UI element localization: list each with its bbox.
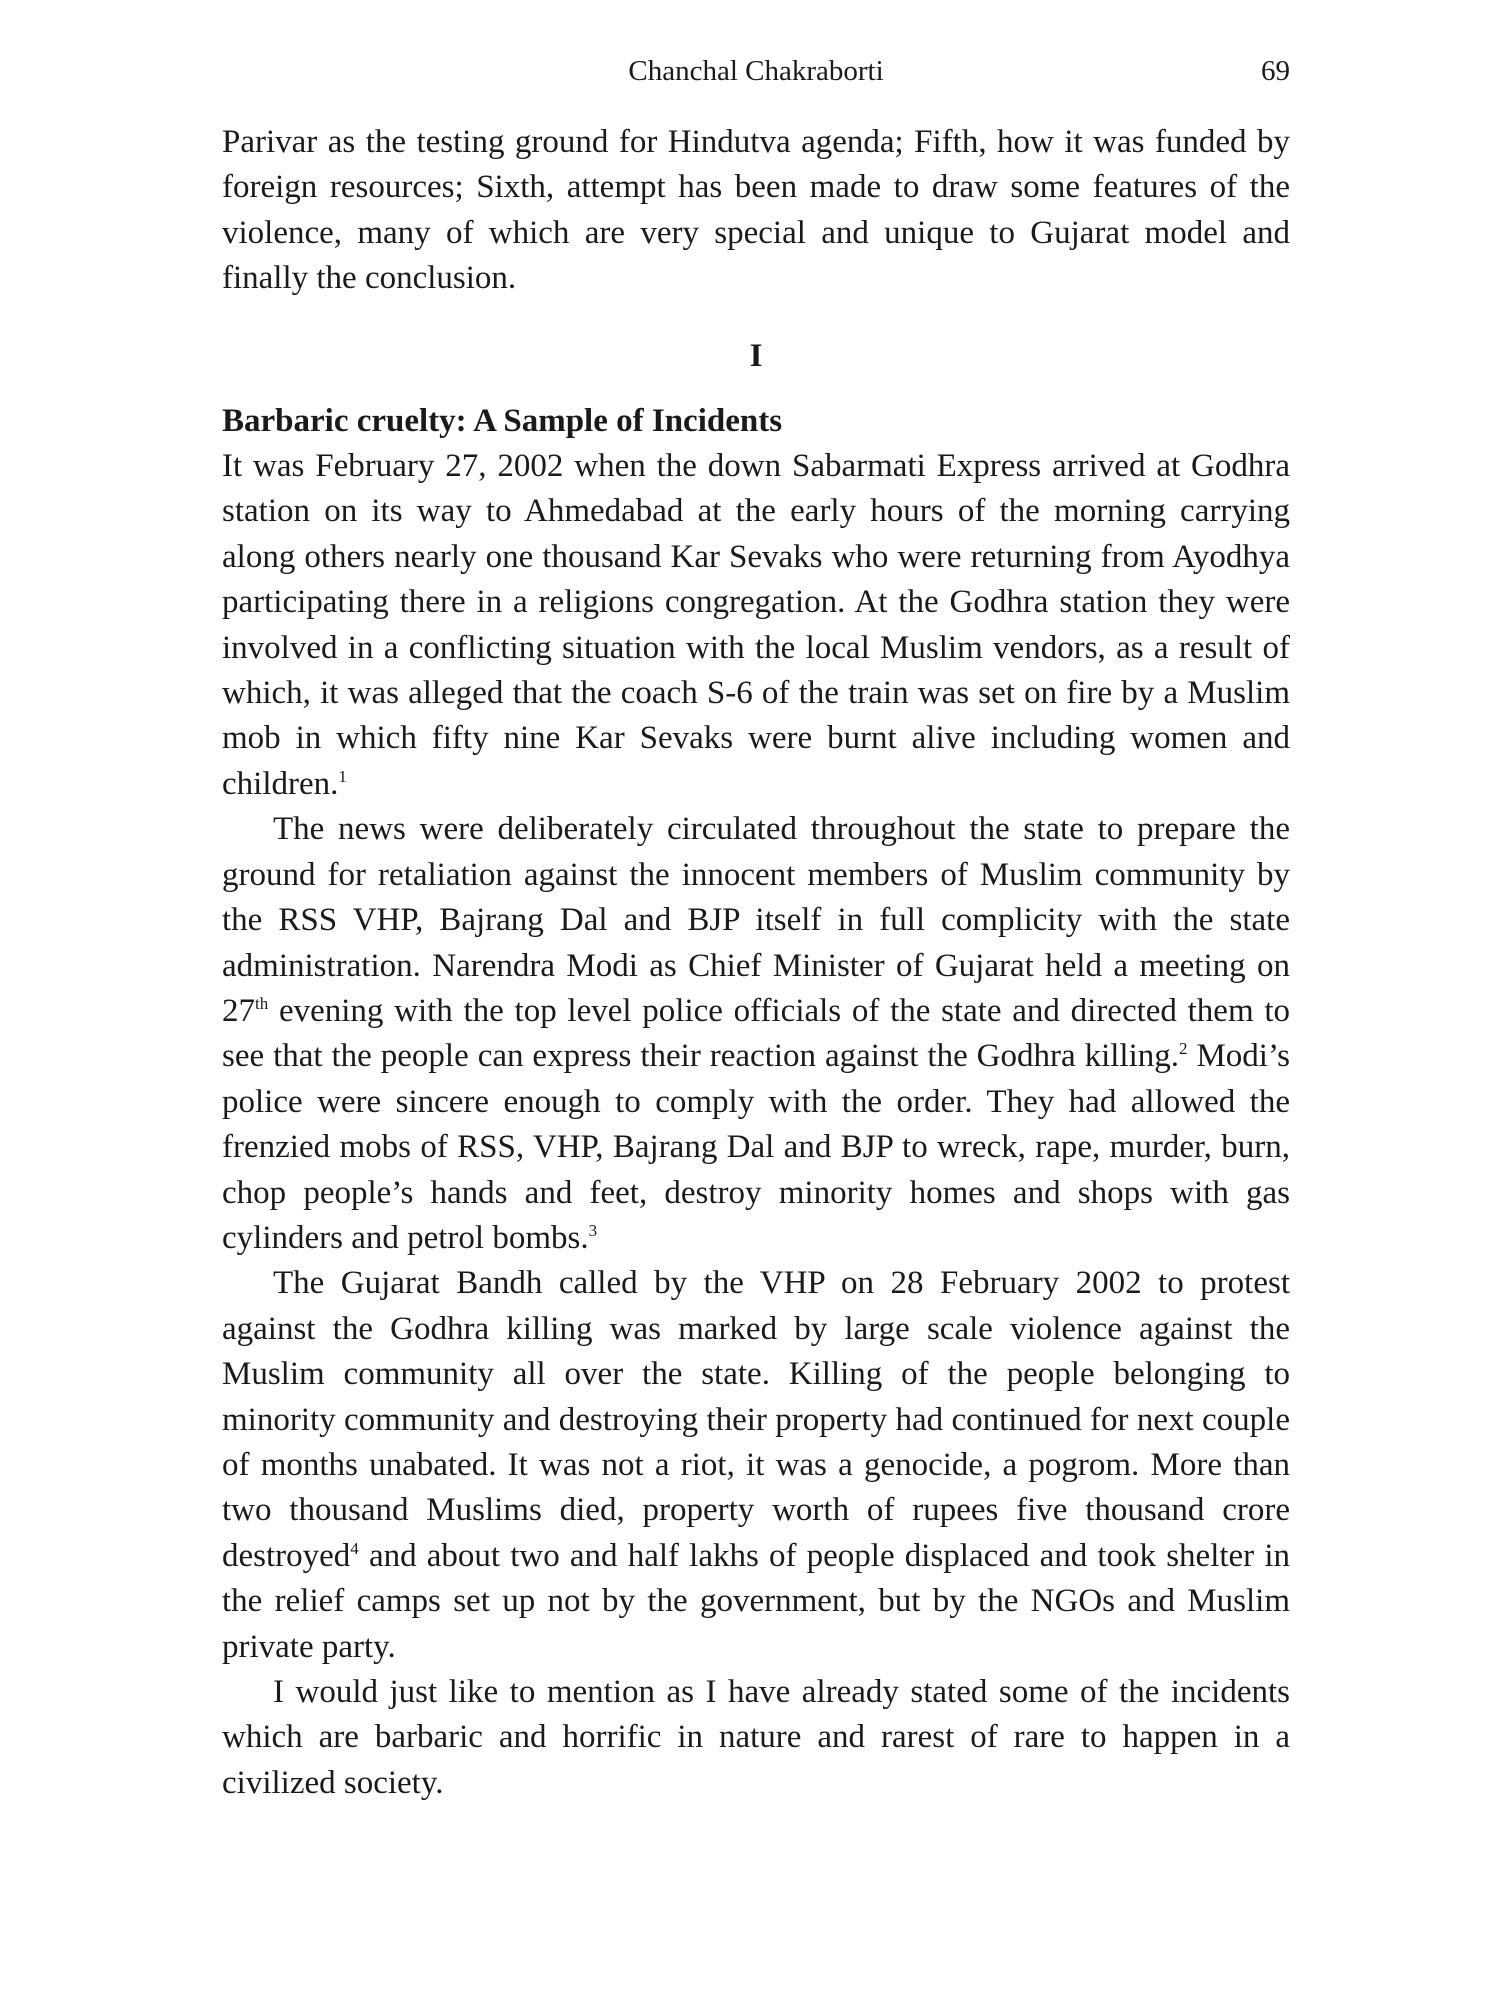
section-heading: Barbaric cruelty: A Sample of Incidents [222, 402, 783, 439]
paragraph-2 [222, 807, 1290, 1261]
paragraph-4 [222, 1670, 1290, 1806]
running-head-author: Chanchal Chakraborti [628, 55, 884, 87]
footnote-ref-3: 3 [588, 1220, 598, 1240]
paragraph-3-text-b: and about two and half lakhs of people displaced and took shelter in the relief camps set up not by the government, but by the NGOs and Muslim private party. [222, 1537, 1290, 1665]
paragraph-1-text: It was February 27, 2002 when the down Sabarmati Express arrived at Godhra station on its way to Ahmedabad at the early hours of the morning carrying along others nearly one thousand Kar Sevaks who were returning from Ayodhya participating there in a religions congregation. At the Godhra station they were involved in a conflicting situation with the local Muslim vendors, as a result of which, it was alleged that the coach S-6 of the train was set on fire by a Muslim mob in which fifty nine Kar Sevaks were burnt alive including women and children. [222, 448, 1290, 802]
page-number: 69 [1261, 55, 1290, 87]
running-header [222, 55, 1290, 95]
footnote-ref-1: 1 [338, 766, 347, 786]
body-text [222, 120, 1290, 1806]
paragraph-3-text-a: The Gujarat Bandh called by the VHP on 28 February 2002 to protest against the Godhra killing was marked by large scale violence against the Muslim community all over the state. Killing of the people belonging to minority community and destroying their property had continued for next couple of months unabated. It was not a riot, it was a genocide, a pogrom. More than two thousand Muslims died, property worth of rupees five thousand crore destroyed [222, 1265, 1290, 1574]
intro-paragraph [222, 120, 1290, 302]
paragraph-3 [222, 1261, 1290, 1670]
intro-text: Parivar as the testing ground for Hindutva agenda; Fifth, how it was funded by foreign resources; Sixth, attempt has been made to draw some features of the violence, many of which are very special and unique to Gujarat model and finally the conclusion. [222, 124, 1290, 297]
footnote-ref-4: 4 [350, 1538, 359, 1558]
paragraph-2-text-b: evening with the top level police officials of the state and directed them to see that the people can express their reaction against the Godhra killing. [222, 992, 1290, 1075]
paragraph-4-text: I would just like to mention as I have already stated some of the incidents which are barbaric and horrific in nature and rarest of rare to happen in a civilized society. [222, 1674, 1290, 1801]
ordinal-suffix: th [255, 993, 269, 1013]
paragraph-1 [222, 444, 1290, 807]
footnote-ref-2: 2 [1179, 1039, 1188, 1059]
paragraph-2-text-c: Modi’s police were sincere enough to comply with the order. They had allowed the frenzied mobs of RSS, VHP, Bajrang Dal and BJP to wreck, rape, murder, burn, chop people’s hands and feet, destroy minority homes and shops with gas cylinders and petrol bombs. [222, 1038, 1290, 1256]
section-numeral: I [749, 337, 763, 374]
paragraph-2-text-a: The news were deliberately circulated throughout the state to prepare the ground for retaliation against the innocent members of Muslim community by the RSS VHP, Bajrang Dal and BJP itself in full complicity with the state administration. Narendra Modi as Chief Minister of Gujarat held a meeting on 27 [222, 811, 1290, 1029]
